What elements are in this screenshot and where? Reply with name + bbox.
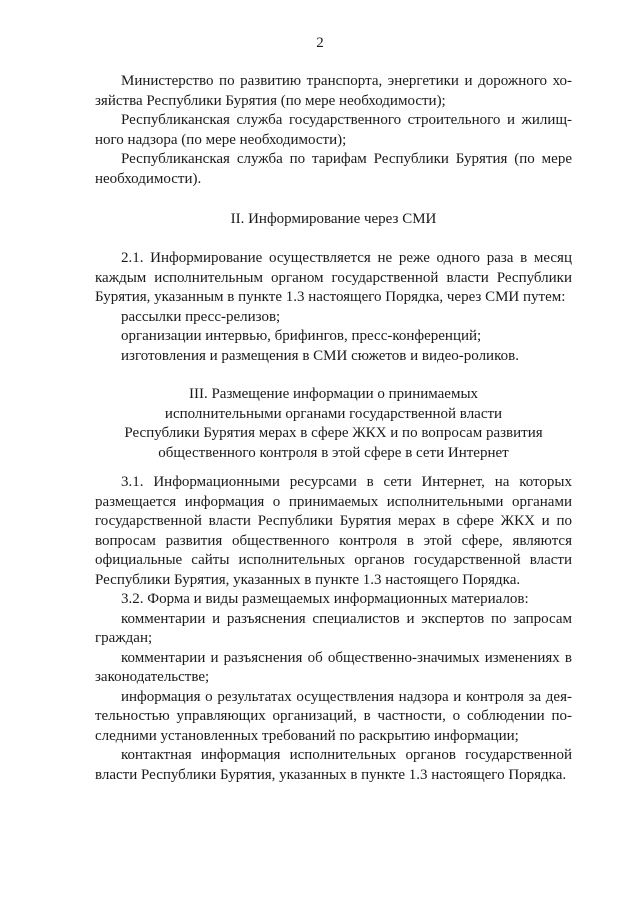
text-line: информация о результатах осуществления надзора и контроля за дея- [121, 688, 572, 705]
text-line: Республики Бурятия, указанных в пункте 1.3 настоящего Порядка. [95, 571, 521, 588]
section-2-heading [95, 210, 572, 230]
text-line: официальные сайты исполнительных органов государственной власти [95, 552, 572, 568]
text-line: комментарии и разъяснения об общественно-значимых изменениях в [121, 649, 572, 666]
text-line: размещается информация о принимаемых исполнительными органами [95, 493, 572, 510]
text-line: организации интервью, брифингов, пресс-конференций; [121, 328, 482, 344]
text-line: рассылки пресс-релизов; [121, 308, 281, 325]
text-line: вопросам развития общественного контроля в этой сфере, являются [95, 532, 572, 549]
text-line: Республиканская служба государственного строительного и жилищ- [121, 112, 572, 128]
text-line: 3.2. Форма и виды размещаемых информационных материалов: [121, 591, 529, 607]
page-number: 2 [316, 35, 324, 51]
text-line: 2.1. Информирование осуществляется не реже одного раза в месяц [121, 250, 572, 266]
text-line: каждым исполнительным органом государственной власти Республики [95, 269, 572, 286]
text-line: Министерство по развитию транспорта, энергетики и дорожного хо- [121, 73, 572, 89]
text-line: Республиканская служба по тарифам Республики Бурятия (по мере [121, 151, 572, 167]
text-line: изготовления и размещения в СМИ сюжетов и видео-роликов. [121, 347, 519, 364]
text-line: государственной власти Республики Бурятия мерах в сфере ЖКХ и по [95, 513, 572, 529]
text-line: тельностью управляющих организаций, в частности, о соблюдении по- [95, 708, 572, 724]
text-line: законодательстве; [95, 669, 210, 685]
section-3-heading [95, 385, 572, 463]
heading-line: III. Размещение информации о принимаемых [188, 386, 479, 402]
text-line: ного надзора (по мере необходимости); [95, 131, 347, 148]
text-line: контактная информация исполнительных органов государственной [121, 747, 572, 763]
text-line: комментарии и разъяснения специалистов и экспертов по запросам [121, 610, 572, 627]
heading-line: общественного контроля в этой сфере в сети Интернет [158, 444, 509, 461]
text-line: зяйства Республики Бурятия (по мере необходимости); [95, 92, 446, 109]
heading-line: исполнительными органами государственной власти [164, 405, 503, 422]
section-3-body [95, 473, 572, 785]
ministry-list [95, 72, 572, 189]
text-line: Бурятия, указанным в пункте 1.3 настоящего Порядка, через СМИ путем: [95, 289, 566, 305]
text-line: 3.1. Информационными ресурсами в сети Интернет, на которых [121, 474, 572, 490]
text-line: власти Республики Бурятия, указанных в пункте 1.3 настоящего Порядка. [95, 766, 567, 783]
heading-line: Республики Бурятия мерах в сфере ЖКХ и по вопросам развития [124, 425, 543, 441]
section-2-body [95, 249, 572, 366]
text-line: необходимости). [95, 170, 202, 187]
text-line: следними установленных требований по раскрытию информации; [95, 727, 519, 744]
text-line: граждан; [95, 630, 153, 646]
heading-line: II. Информирование через СМИ [230, 211, 437, 227]
